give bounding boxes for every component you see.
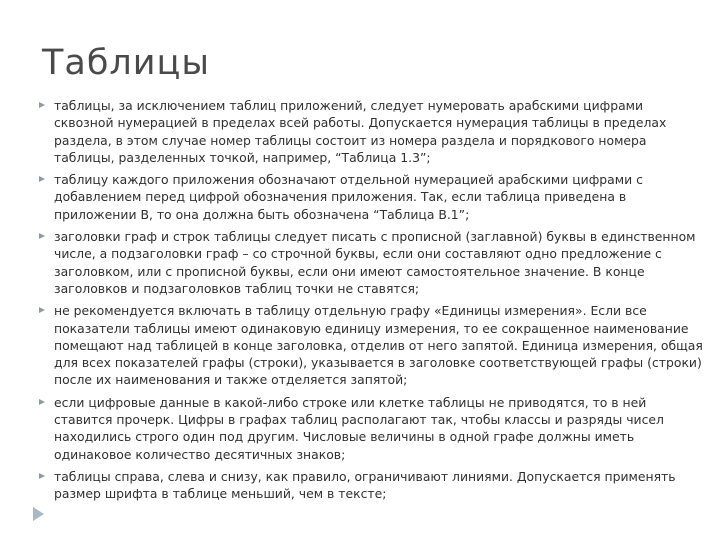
triangle-bullet-icon (39, 176, 45, 182)
bullet-text: не рекомендуется включать в таблицу отдельную графу «Единицы измерения». Если все показатели таблицы имеют одинаковую единицу измерения, то ее сокращенное наименование помещают над таблицей в конце заголовка, отделив от него запятой. Единица измерения, общая для всех показателей графы (строки), указывается в заголовке соответствующей графы (строки) после их наименования и также отделяется запятой; (54, 303, 703, 388)
bullet-item (38, 394, 706, 463)
bullet-text: заголовки граф и строк таблицы следует писать с прописной (заглавной) буквы в единственном числе, а подзаголовки граф – со строчной буквы, если они составляют одно предложение с заголовком, или с прописной буквы, если они имеют самостоятельное значение. В конце заголовков и подзаголовков таблиц точки не ставятся; (54, 229, 696, 296)
bullet-text: если цифровые данные в какой-либо строке или клетке таблицы не приводятся, то в ней ставится прочерк. Цифры в графах таблиц располагают так, чтобы классы и разряды чисел находились строго один под другим. Числовые величины в одной графе должны иметь одинаковое количество десятичных знаков; (54, 394, 664, 462)
bullet-text: таблицу каждого приложения обозначают отдельной нумерацией арабскими цифрами с добавлением перед цифрой обозначения приложения. Так, если таблица приведена в приложении В, то она должна быть обозначена “Таблица В.1”; (54, 172, 643, 222)
slide-title: Таблицы (42, 43, 210, 83)
bullet-item (38, 97, 706, 166)
triangle-bullet-icon (39, 399, 45, 405)
bullet-text: таблицы, за исключением таблиц приложений, следует нумеровать арабскими цифрами сквозной нумерацией в пределах всей работы. Допускается нумерация таблицы в пределах раздела, в этом случае номер таблицы состоит из номера раздела и порядкового номера таблицы, разделенных точкой, например, “Таблица 1.3”; (54, 98, 667, 165)
triangle-bullet-icon (39, 233, 45, 239)
bullet-list (38, 97, 706, 508)
bullet-item (38, 468, 706, 503)
bullet-item (38, 228, 706, 297)
bullet-text: таблицы справа, слева и снизу, как правило, ограничивают линиями. Допускается применять размер шрифта в таблице меньший, чем в тексте; (54, 468, 676, 502)
triangle-bullet-icon (39, 307, 45, 313)
triangle-arrow-icon (33, 507, 44, 521)
bullet-item (38, 302, 706, 388)
triangle-bullet-icon (39, 102, 45, 108)
bullet-item (38, 171, 706, 223)
triangle-bullet-icon (39, 473, 45, 479)
